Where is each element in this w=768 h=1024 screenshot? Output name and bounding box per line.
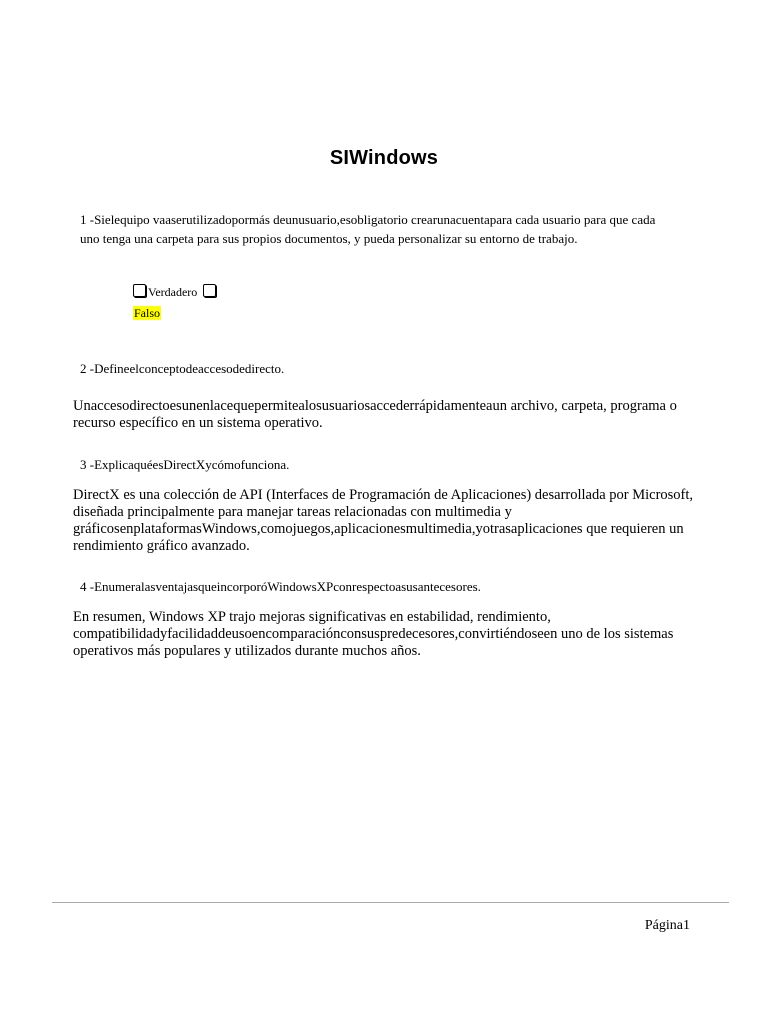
page-number: Página1 — [644, 918, 690, 933]
option-verdadero-label: Verdadero — [148, 285, 198, 299]
option-falso-label: Falso — [134, 306, 161, 320]
answer-4-text: En resumen, Windows XP trajo mejoras significativas en estabilidad, rendimiento, compatibilidadyfacilidaddeusoencomparaciónconsuspredecesores,convirtiéndoseen uno de los sistemas operativos más populares y utilizados durante muchos años. — [73, 609, 674, 659]
answer-2-text: Unaccesodirectoesunenlacequepermitealosusuariosaccederrápidamenteaun archivo, carpeta, programa o recurso específico en un sistema operativo. — [73, 398, 677, 431]
question-3-text: 3 -ExplicaquéesDirectXycómofunciona. — [80, 457, 290, 472]
question-1-text: 1 -Sielequipo vaaserutilizadopormás deunusuario,esobligatorio crearunacuentapara cada usuario para que cada uno tenga una carpeta para sus propios documentos, y pueda personalizar su entorno de trabajo. — [80, 212, 656, 246]
question-2-text: 2 -Defineelconceptodeaccesodedirecto. — [80, 361, 285, 376]
page-title: SIWindows — [329, 147, 439, 169]
answer-3-text: DirectX es una colección de API (Interfaces de Programación de Aplicaciones) desarrollada por Microsoft, diseñada principalmente para manejar tareas relacionadas con multimedia y gráficosenplataformasWindows,comojuegos,aplicacionesmultimedia,yotrasaplicaciones que requieren un rendimiento gráfico avanzado. — [73, 487, 694, 554]
question-1-options — [133, 284, 218, 299]
option-falso[interactable] — [133, 306, 161, 320]
question-4-text: 4 -EnumeralasventajasqueincorporóWindowsXPconrespectoasusantecesores. — [80, 579, 481, 594]
checkbox-icon[interactable] — [133, 284, 146, 297]
footer-divider — [52, 902, 729, 903]
checkbox-icon[interactable] — [203, 284, 216, 297]
